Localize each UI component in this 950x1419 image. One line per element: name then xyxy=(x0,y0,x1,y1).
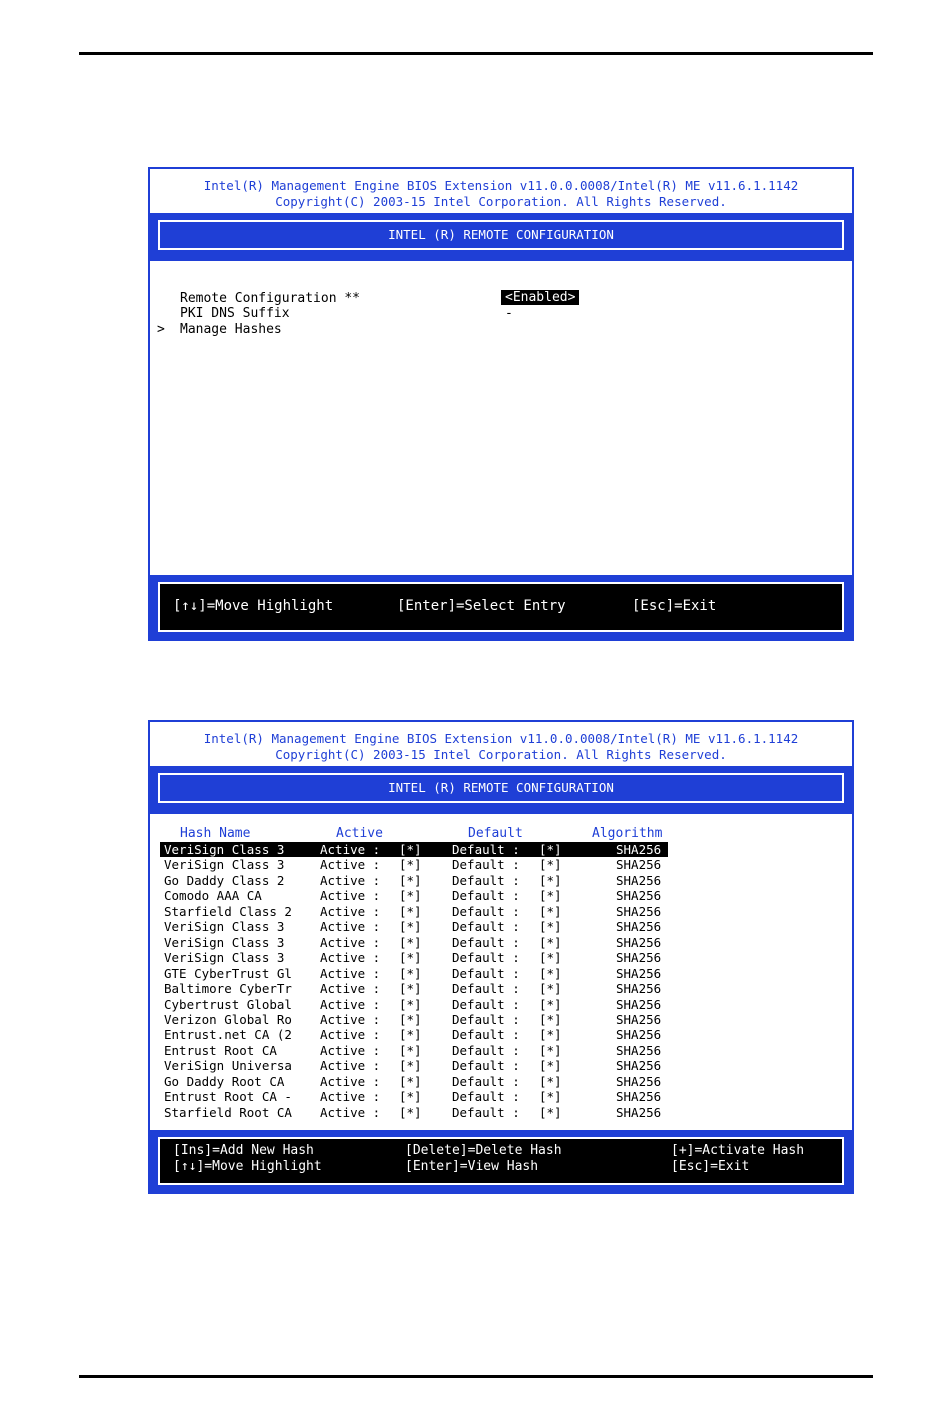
hash-table xyxy=(150,814,852,1134)
active-label: Active : xyxy=(320,857,381,873)
hash-name: Entrust Root CA - xyxy=(164,1089,292,1105)
help-exit: [Esc]=Exit xyxy=(671,1159,750,1174)
hash-name: Cybertrust Global xyxy=(164,996,292,1012)
table-row[interactable] xyxy=(160,935,668,950)
page-title: INTEL (R) REMOTE CONFIGURATION xyxy=(158,220,844,250)
algorithm-value: SHA256 xyxy=(616,872,662,888)
default-label: Default : xyxy=(452,1011,520,1027)
help-activate-hash: [+]=Activate Hash xyxy=(671,1143,805,1158)
help-exit: [Esc]=Exit xyxy=(632,598,717,614)
active-label: Active : xyxy=(320,1073,381,1089)
help-view-hash: [Enter]=View Hash xyxy=(405,1159,539,1174)
page-title: INTEL (R) REMOTE CONFIGURATION xyxy=(158,773,844,803)
default-checkbox: [*] xyxy=(539,857,562,873)
table-row[interactable] xyxy=(160,997,668,1012)
key-help-box xyxy=(158,1137,844,1185)
table-row[interactable] xyxy=(160,950,668,965)
table-row[interactable] xyxy=(160,1012,668,1027)
default-label: Default : xyxy=(452,1089,520,1105)
help-move-highlight: [↑↓]=Move Highlight xyxy=(173,1159,322,1174)
table-row[interactable] xyxy=(160,919,668,934)
hash-name: GTE CyberTrust Gl xyxy=(164,965,292,981)
active-label: Active : xyxy=(320,1011,381,1027)
title-bar xyxy=(150,766,852,814)
hash-name: Go Daddy Root CA xyxy=(164,1073,285,1089)
active-checkbox: [*] xyxy=(399,1027,422,1043)
default-checkbox: [*] xyxy=(539,888,562,904)
default-checkbox: [*] xyxy=(539,1058,562,1074)
option-pki-dns-suffix[interactable]: PKI DNS Suffix xyxy=(180,306,290,321)
default-checkbox: [*] xyxy=(539,950,562,966)
hash-name: Baltimore CyberTr xyxy=(164,981,292,997)
manage-hashes-screen xyxy=(148,720,854,1194)
hash-name: VeriSign Class 3 xyxy=(164,934,285,950)
table-row[interactable] xyxy=(160,857,668,872)
active-label: Active : xyxy=(320,965,381,981)
table-row[interactable] xyxy=(160,966,668,981)
help-move-highlight: [↑↓]=Move Highlight xyxy=(173,598,334,614)
help-delete-hash: [Delete]=Delete Hash xyxy=(405,1143,562,1158)
active-checkbox: [*] xyxy=(399,1073,422,1089)
options-panel xyxy=(150,261,852,575)
active-label: Active : xyxy=(320,934,381,950)
active-label: Active : xyxy=(320,888,381,904)
hash-name: VeriSign Class 3 xyxy=(164,950,285,966)
algorithm-value: SHA256 xyxy=(616,934,662,950)
algorithm-value: SHA256 xyxy=(616,965,662,981)
active-checkbox: [*] xyxy=(399,1058,422,1074)
default-checkbox: [*] xyxy=(539,903,562,919)
algorithm-value: SHA256 xyxy=(616,857,662,873)
header-version: Intel(R) Management Engine BIOS Extension v11.0.0.0008/Intel(R) ME v11.6.1.1142 xyxy=(203,178,799,193)
header-copyright: Copyright(C) 2003-15 Intel Corporation. All Rights Reserved. xyxy=(275,747,727,762)
hash-name: Go Daddy Class 2 xyxy=(164,872,285,888)
algorithm-value: SHA256 xyxy=(616,981,662,997)
column-header-hash-name: Hash Name xyxy=(180,826,251,841)
active-checkbox: [*] xyxy=(399,919,422,935)
default-checkbox: [*] xyxy=(539,842,562,857)
help-add-new-hash: [Ins]=Add New Hash xyxy=(173,1143,314,1158)
default-checkbox: [*] xyxy=(539,1073,562,1089)
active-label: Active : xyxy=(320,996,381,1012)
default-checkbox: [*] xyxy=(539,934,562,950)
table-row[interactable] xyxy=(160,1043,668,1058)
header-copyright: Copyright(C) 2003-15 Intel Corporation. All Rights Reserved. xyxy=(275,194,727,209)
active-label: Active : xyxy=(320,950,381,966)
algorithm-value: SHA256 xyxy=(616,919,662,935)
key-help-bar xyxy=(150,1130,852,1192)
table-row[interactable] xyxy=(160,1089,668,1104)
column-header-active: Active xyxy=(336,826,383,841)
option-manage-hashes[interactable]: Manage Hashes xyxy=(180,322,282,337)
active-label: Active : xyxy=(320,981,381,997)
algorithm-value: SHA256 xyxy=(616,1089,662,1105)
default-label: Default : xyxy=(452,1027,520,1043)
active-checkbox: [*] xyxy=(399,857,422,873)
default-label: Default : xyxy=(452,1073,520,1089)
active-checkbox: [*] xyxy=(399,1042,422,1058)
column-header-algorithm: Algorithm xyxy=(592,826,663,841)
default-label: Default : xyxy=(452,919,520,935)
hash-name: Comodo AAA CA xyxy=(164,888,262,904)
active-label: Active : xyxy=(320,1027,381,1043)
default-label: Default : xyxy=(452,950,520,966)
default-label: Default : xyxy=(452,903,520,919)
hash-name: Entrust Root CA xyxy=(164,1042,277,1058)
active-label: Active : xyxy=(320,1058,381,1074)
title-bar xyxy=(150,213,852,261)
active-checkbox: [*] xyxy=(399,1104,422,1120)
active-label: Active : xyxy=(320,1089,381,1105)
hash-name: VeriSign Class 3 xyxy=(164,842,285,857)
hash-name: VeriSign Class 3 xyxy=(164,857,285,873)
default-label: Default : xyxy=(452,1058,520,1074)
default-label: Default : xyxy=(452,965,520,981)
bios-header xyxy=(150,169,852,215)
default-label: Default : xyxy=(452,1104,520,1120)
active-checkbox: [*] xyxy=(399,903,422,919)
pki-dns-suffix-value[interactable]: - xyxy=(505,306,513,321)
default-checkbox: [*] xyxy=(539,1011,562,1027)
table-row[interactable] xyxy=(160,1074,668,1089)
page-top-rule xyxy=(79,52,873,55)
active-checkbox: [*] xyxy=(399,1011,422,1027)
remote-configuration-value[interactable]: <Enabled> xyxy=(501,290,579,305)
algorithm-value: SHA256 xyxy=(616,950,662,966)
active-checkbox: [*] xyxy=(399,842,422,857)
active-checkbox: [*] xyxy=(399,1089,422,1105)
default-checkbox: [*] xyxy=(539,965,562,981)
bios-header xyxy=(150,722,852,768)
active-checkbox: [*] xyxy=(399,934,422,950)
key-help-box xyxy=(158,582,844,632)
algorithm-value: SHA256 xyxy=(616,1058,662,1074)
active-checkbox: [*] xyxy=(399,888,422,904)
hash-name: VeriSign Universa xyxy=(164,1058,292,1074)
hash-name: Verizon Global Ro xyxy=(164,1011,292,1027)
table-row[interactable] xyxy=(160,981,668,996)
active-label: Active : xyxy=(320,1042,381,1058)
algorithm-value: SHA256 xyxy=(616,1011,662,1027)
table-row[interactable] xyxy=(160,1105,668,1120)
active-label: Active : xyxy=(320,872,381,888)
hash-name: VeriSign Class 3 xyxy=(164,919,285,935)
default-label: Default : xyxy=(452,842,520,857)
default-checkbox: [*] xyxy=(539,919,562,935)
default-checkbox: [*] xyxy=(539,1089,562,1105)
algorithm-value: SHA256 xyxy=(616,1104,662,1120)
hash-name: Starfield Class 2 xyxy=(164,903,292,919)
page-bottom-rule xyxy=(79,1375,873,1378)
default-checkbox: [*] xyxy=(539,996,562,1012)
algorithm-value: SHA256 xyxy=(616,1042,662,1058)
active-label: Active : xyxy=(320,919,381,935)
default-label: Default : xyxy=(452,888,520,904)
default-label: Default : xyxy=(452,857,520,873)
active-label: Active : xyxy=(320,903,381,919)
table-row[interactable] xyxy=(160,1058,668,1073)
active-label: Active : xyxy=(320,1104,381,1120)
default-label: Default : xyxy=(452,934,520,950)
algorithm-value: SHA256 xyxy=(616,1027,662,1043)
active-checkbox: [*] xyxy=(399,981,422,997)
default-label: Default : xyxy=(452,981,520,997)
table-row[interactable] xyxy=(160,1027,668,1042)
header-version: Intel(R) Management Engine BIOS Extension v11.0.0.0008/Intel(R) ME v11.6.1.1142 xyxy=(203,731,799,746)
default-checkbox: [*] xyxy=(539,1104,562,1120)
key-help-bar xyxy=(150,575,852,639)
submenu-arrow-icon: > xyxy=(157,322,165,337)
default-label: Default : xyxy=(452,1042,520,1058)
table-row[interactable] xyxy=(160,873,668,888)
algorithm-value: SHA256 xyxy=(616,888,662,904)
algorithm-value: SHA256 xyxy=(616,842,662,857)
active-checkbox: [*] xyxy=(399,996,422,1012)
option-remote-configuration[interactable]: Remote Configuration ** xyxy=(180,291,361,306)
table-row[interactable] xyxy=(160,888,668,903)
default-checkbox: [*] xyxy=(539,1042,562,1058)
hash-name: Starfield Root CA xyxy=(164,1104,292,1120)
remote-config-screen xyxy=(148,167,854,641)
active-checkbox: [*] xyxy=(399,965,422,981)
default-checkbox: [*] xyxy=(539,1027,562,1043)
default-checkbox: [*] xyxy=(539,981,562,997)
hash-name: Entrust.net CA (2 xyxy=(164,1027,292,1043)
active-label: Active : xyxy=(320,842,381,857)
table-row[interactable] xyxy=(160,842,668,857)
default-label: Default : xyxy=(452,996,520,1012)
column-header-default: Default xyxy=(468,826,523,841)
table-row[interactable] xyxy=(160,904,668,919)
active-checkbox: [*] xyxy=(399,872,422,888)
active-checkbox: [*] xyxy=(399,950,422,966)
default-checkbox: [*] xyxy=(539,872,562,888)
help-select-entry: [Enter]=Select Entry xyxy=(397,598,566,614)
algorithm-value: SHA256 xyxy=(616,903,662,919)
algorithm-value: SHA256 xyxy=(616,1073,662,1089)
algorithm-value: SHA256 xyxy=(616,996,662,1012)
default-label: Default : xyxy=(452,872,520,888)
